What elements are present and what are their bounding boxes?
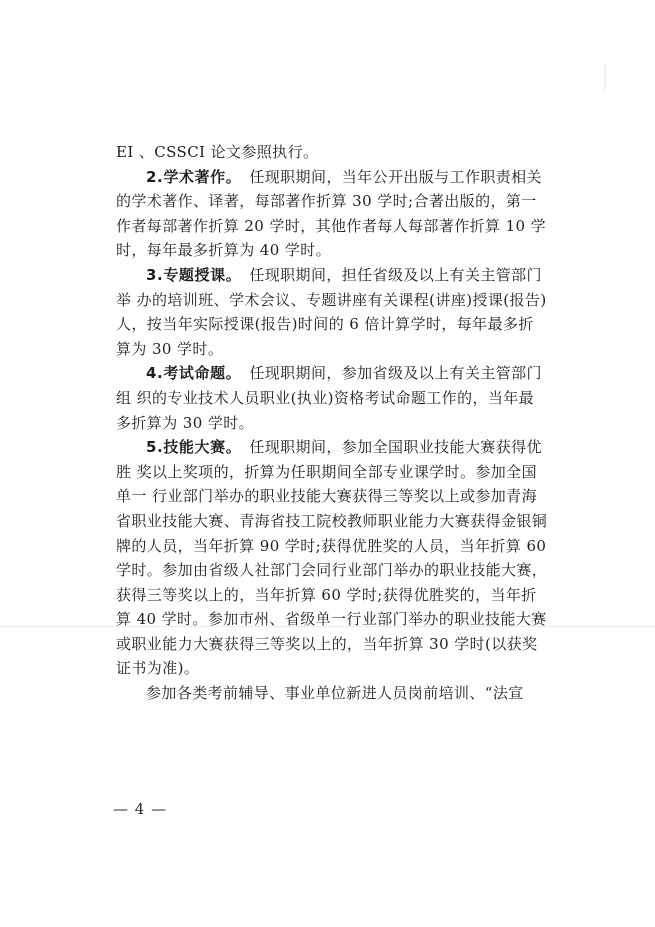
paragraph-skills-competition bbox=[116, 435, 548, 681]
paragraph-special-lectures bbox=[116, 263, 548, 361]
paragraph-academic-works bbox=[116, 165, 548, 263]
paragraph-text: EI 、CSSCI 论文参照执行。 bbox=[116, 143, 319, 161]
paragraph-text: 任现职期间，担任省级及以上有关主管部门举 办的培训班、学术会议、专题讲座有关课程(讲座)授课(报告)人，按当年实际授课(报告)时间的 6 倍计算学时，每年最多折算为 30 学时。 bbox=[116, 265, 547, 358]
section-heading: 4.考试命题。 bbox=[146, 364, 242, 383]
page-number: — 4 — bbox=[113, 800, 168, 818]
paragraph-text: 任现职期间，当年公开出版与工作职责相关的学术著作、译著，每部著作折算 30 学时;合著出版的，第一作者每部著作折算 20 学时，其他作者每人每部著作折算 10 学时，每年最多折算为 40 学时。 bbox=[116, 167, 547, 260]
paragraph-text: 参加各类考前辅导、事业单位新进人员岗前培训、“法宣 bbox=[146, 684, 524, 703]
paragraph-text: 任现职期间，参加全国职业技能大赛获得优胜 奖以上奖项的，折算为任职期间全部专业课学时。参加全国单一 行业部门举办的职业技能大赛获得三等奖以上或参加青海省职业技能大赛、青海省技工院校教师职业能力大赛获得金银铜牌的人员，当年折算 90 学时;获得优胜奖的人员，当年折算 60 学时。参加由省级人社部门会同行业部门举办的职业技能大赛，获得三等奖以上的，当年折算 60 学时;获得优胜奖的，当年折算 40 学时。参加市州、省级单一行业部门举办的职业技能大赛或职业能力大赛获得三等奖以上的，当年折算 30 学时(以获奖证书为准)。 bbox=[116, 438, 548, 678]
scan-edge-mark bbox=[604, 64, 606, 90]
paragraph-continuation bbox=[116, 140, 548, 165]
section-heading: 5.技能大赛。 bbox=[146, 438, 242, 457]
paragraph-exam-training bbox=[116, 681, 548, 706]
section-heading: 3.专题授课。 bbox=[146, 265, 242, 284]
document-body bbox=[116, 140, 548, 706]
section-heading: 2.学术著作。 bbox=[146, 167, 242, 186]
paragraph-exam-questions bbox=[116, 361, 548, 435]
paragraph-text: 任现职期间，参加省级及以上有关主管部门组 织的专业技术人员职业(执业)资格考试命题工作的，当年最多折算为 30 学时。 bbox=[116, 364, 542, 432]
